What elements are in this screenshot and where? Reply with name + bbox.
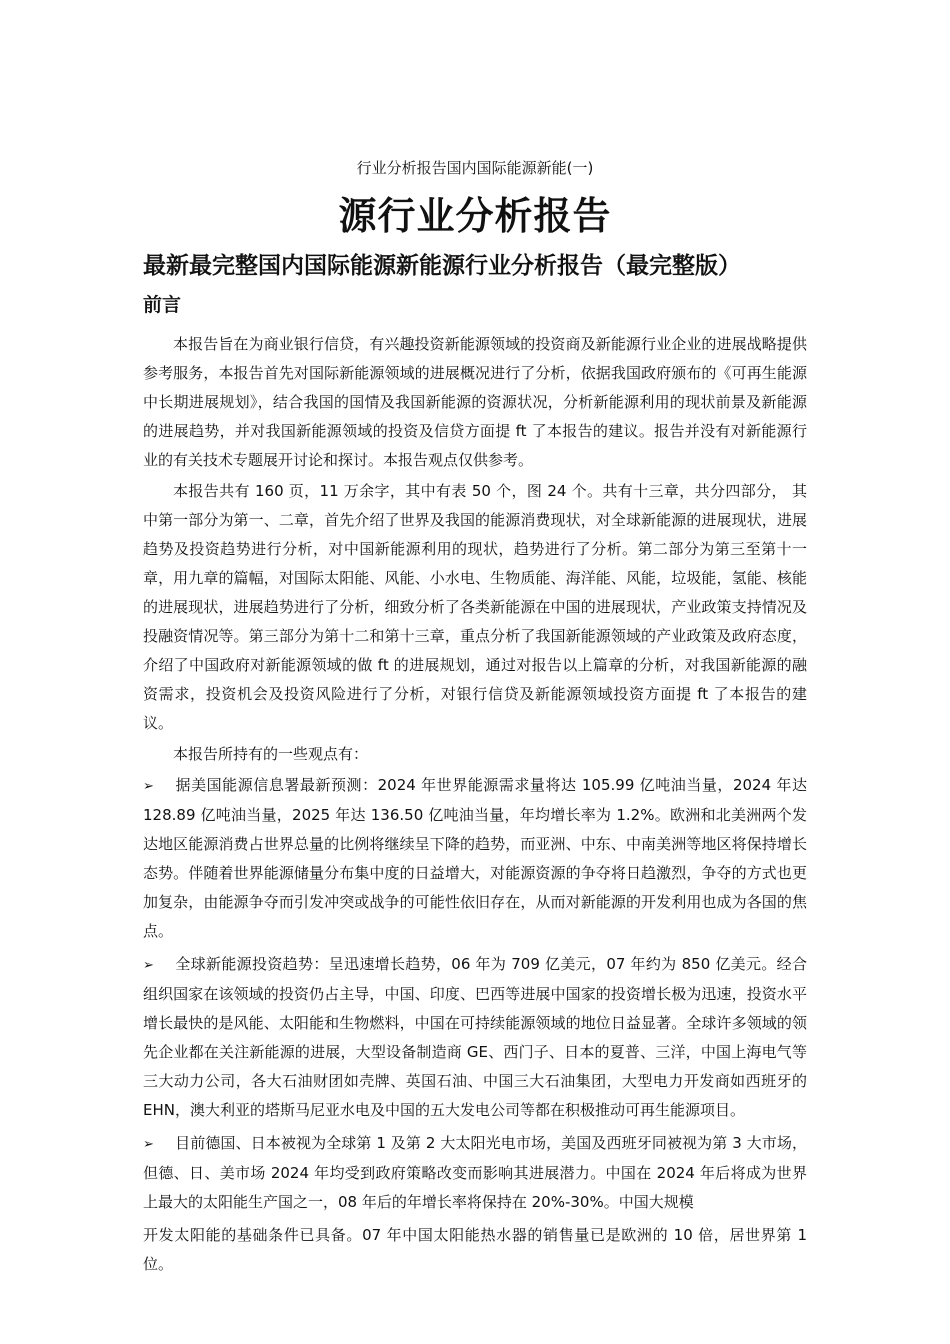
- bullet-arrow-icon: ➢: [143, 958, 154, 973]
- bullet-arrow-icon: ➢: [143, 1137, 154, 1152]
- paragraph-viewpoints-lead: 本报告所持有的一些观点有：: [173, 745, 369, 763]
- bullet-item: [143, 1129, 807, 1217]
- document-subtitle: 最新最完整国内国际能源新能源行业分析报告（最完整版）: [143, 253, 741, 279]
- paragraph-intro: 本报告旨在为商业银行信贷，有兴趣投资新能源领域的投资商及新能源行业企业的进展战略提供参考服务，本报告首先对国际新能源领域的进展概况进行了分析，依据我国政府颁布的《可再生能源中长期进展规划》，结合我国的国情及我国新能源的资源状况，分析新能源利用的现状前景及新能源的进展趋势，并对我国新能源领域的投资及信贷方面提 ft 了本报告的建议。报告并没有对新能源行业的有关技术专题展开讨论和探讨。本报告观点仅供参考。: [143, 335, 807, 469]
- document-header-line: 行业分析报告国内国际能源新能(一): [356, 159, 594, 177]
- bullet-text: 全球新能源投资趋势：呈迅速增长趋势，06 年为 709 亿美元，07 年约为 850 亿美元。经合组织国家在该领域的投资仍占主导，中国、印度、巴西等进展中国家的投资增长极为迅速，投资水平增长最快的是风能、太阳能和生物燃料，中国在可持续能源领域的地位日益显著。全球许多领域的领先企业都在关注新能源的进展，大型设备制造商 GE、西门子、日本的夏普、三洋，中国上海电气等三大动力公司，各大石油财团如壳牌、英国石油、中国三大石油集团，大型电力开发商如西班牙的 EHN，澳大利亚的塔斯马尼亚水电及中国的五大发电公司等都在积极推动可再生能源项目。: [143, 955, 807, 1119]
- bullet-item: [143, 771, 807, 946]
- paragraph-structure: 本报告共有 160 页，11 万余字，其中有表 50 个，图 24 个。共有十三章，共分四部分， 其中第一部分为第一、二章，首先介绍了世界及我国的能源消费现状，对全球新能源的进展现状，进展趋势及投资趋势进行分析，对中国新能源利用的现状，趋势进行了分析。第二部分为第三至第十一章，用九章的篇幅，对国际太阳能、风能、小水电、生物质能、海洋能、风能，垃圾能，氢能、核能的进展现状，进展趋势进行了分析，细致分析了各类新能源在中国的进展现状，产业政策支持情况及投融资情况等。第三部分为第十二和第十三章，重点分析了我国新能源领域的产业政策及政府态度，介绍了中国政府对新能源领域的做 ft 的进展规划，通过对报告以上篇章的分析，对我国新能源的融资需求，投资机会及投资风险进行了分析，对银行信贷及新能源领域投资方面提 ft 了本报告的建议。: [143, 482, 807, 732]
- bullet-item: [143, 950, 807, 1125]
- document-title: 源行业分析报告: [338, 194, 612, 238]
- preface-heading: 前言: [143, 294, 182, 316]
- document-body: [143, 330, 807, 1279]
- paragraph-tail: 开发太阳能的基础条件已具备。07 年中国太阳能热水器的销售量已是欧洲的 10 倍，居世界第 1 位。: [143, 1226, 807, 1273]
- bullet-arrow-icon: ➢: [143, 779, 154, 794]
- bullet-text: 据美国能源信息署最新预测：2024 年世界能源需求量将达 105.99 亿吨油当量，2024 年达 128.89 亿吨油当量，2025 年达 136.50 亿吨油当量，年均增长率为 1.2%。欧洲和北美洲两个发达地区能源消费占世界总量的比例将继续呈下降的趋势，而亚洲、中东、中南美洲等地区将保持增长态势。伴随着世界能源储量分布集中度的日益增大，对能源资源的争夺将日趋激烈，争夺的方式也更加复杂，由能源争夺而引发冲突或战争的可能性依旧存在，从而对新能源的开发利用也成为各国的焦点。: [143, 776, 807, 940]
- bullet-text: 目前德国、日本被视为全球第 1 及第 2 大太阳光电市场，美国及西班牙同被视为第 3 大市场，但德、日、美市场 2024 年均受到政府策略改变而影响其进展潜力。中国在 2024 年后将成为世界上最大的太阳能生产国之一，08 年后的年增长率将保持在 20%-30%。中国大规模: [143, 1134, 807, 1211]
